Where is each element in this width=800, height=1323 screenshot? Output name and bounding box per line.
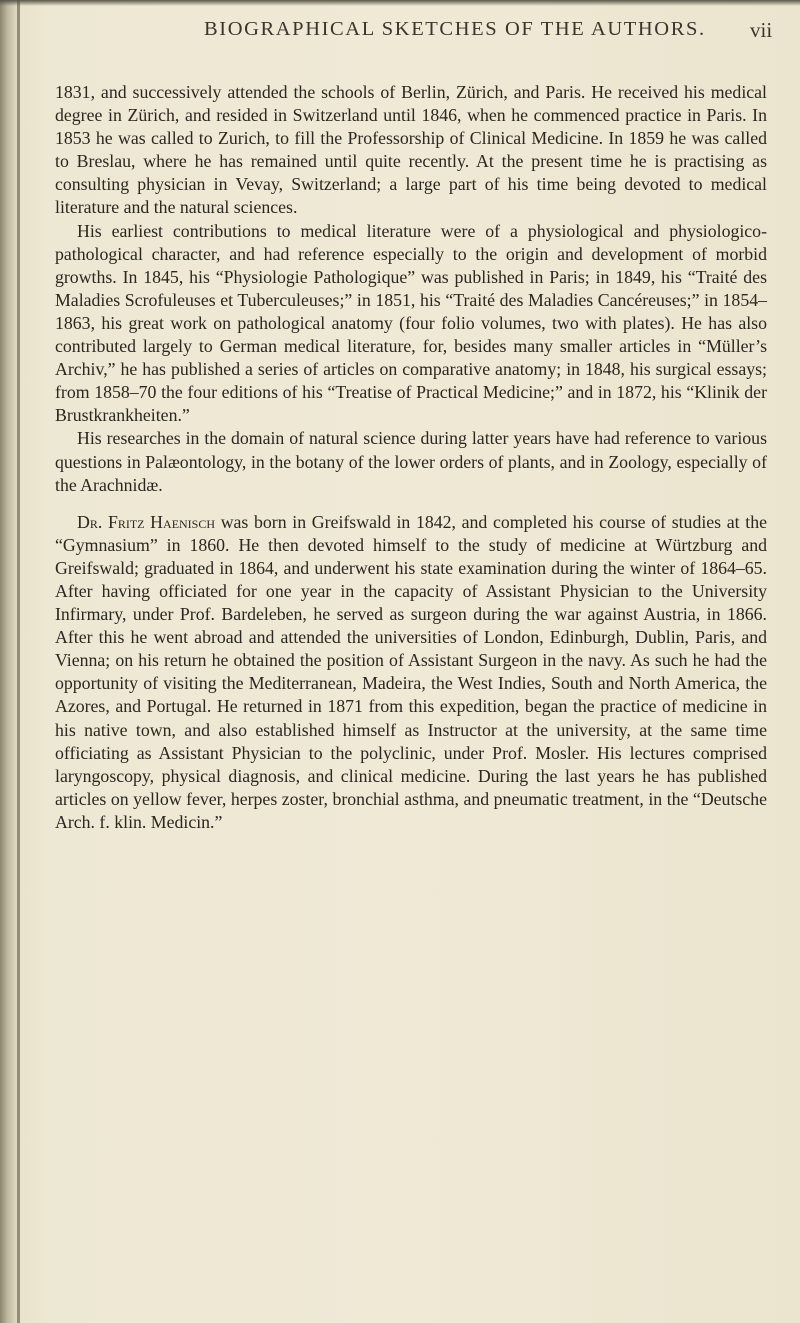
paragraph-earliest-contributions: His earliest contributions to medical literature were of a physiological and physiologico-pathological character, and had reference especially to the origin and development of morbid growths. In 1845, his “Physiologie Pathologique” was published in Paris; in 1849, his “Traité des Maladies Scrofuleuses et Tuberculeuses;” in 1851, his “Traité des Maladies Cancéreuses;” in 1854–1863, his great work on pathological anatomy (four folio volumes, two with plates). He has also contributed largely to German medical literature, for, besides many smaller articles in “Müller’s Archiv,” he has published a series of articles on comparative anatomy; in 1848, his surgical essays; from 1858–70 the four editions of his “Treatise of Practical Medicine;” and in 1872, his “Klinik der Brustkrankheiten.” [55, 220, 767, 426]
page-top-edge [0, 0, 800, 6]
paragraph-haenisch-biography [55, 511, 767, 834]
running-title: BIOGRAPHICAL SKETCHES OF THE AUTHORS. [204, 18, 706, 40]
page-binding-edge [17, 0, 20, 1323]
page-number: vii [750, 18, 773, 42]
biography-lead-in: Dr. Fritz Haenisch [77, 511, 216, 532]
paragraph-continuation: 1831, and successively attended the schools of Berlin, Zürich, and Paris. He received his medical degree in Zürich, and resided in Switzerland until 1846, when he commenced practice in Paris. In 1853 he was called to Zurich, to fill the Professorship of Clinical Medicine. In 1859 he was called to Breslau, where he has remained until quite recently. At the present time he is practising as consulting physician in Vevay, Switzerland; a large part of his time being devoted to medical literature and the natural sciences. [55, 82, 767, 218]
paragraph-natural-science-research: His researches in the domain of natural science during latter years have had reference to various questions in Palæontology, in the botany of the lower orders of plants, and in Zoology, especially of the Arachnidæ. [55, 428, 767, 495]
body-text [55, 81, 767, 834]
biography-body: was born in Greifswald in 1842, and completed his course of studies at the “Gymnasium” in 1860. He then devoted himself to the study of medicine at Würtzburg and Greifswald; graduated in 1864, and underwent his state examination during the winter of 1864–65. After having officiated for one year in the capacity of Assistant Physician to the University Infirmary, under Prof. Bardeleben, he served as surgeon during the war against Austria, in 1866. After this he went abroad and attended the universities of London, Edinburgh, Dublin, Paris, and Vienna; on his return he obtained the position of Assistant Surgeon in the navy. As such he had the opportunity of visiting the Mediterranean, Madeira, the West Indies, South and North America, the Azores, and Portugal. He returned in 1871 from this expedition, began the practice of medicine in his native town, and also established himself as Instructor at the university, at the same time officiating as Assistant Physician to the polyclinic, under Prof. Mosler. His lectures comprised laryngoscopy, physical diagnosis, and clinical medicine. During the last years he has published articles on yellow fever, herpes zoster, bronchial asthma, and pneumatic treatment, in the “Deutsche Arch. f. klin. Medicin.” [55, 511, 767, 832]
page-binding-shadow [0, 0, 18, 1323]
running-head [0, 18, 800, 48]
